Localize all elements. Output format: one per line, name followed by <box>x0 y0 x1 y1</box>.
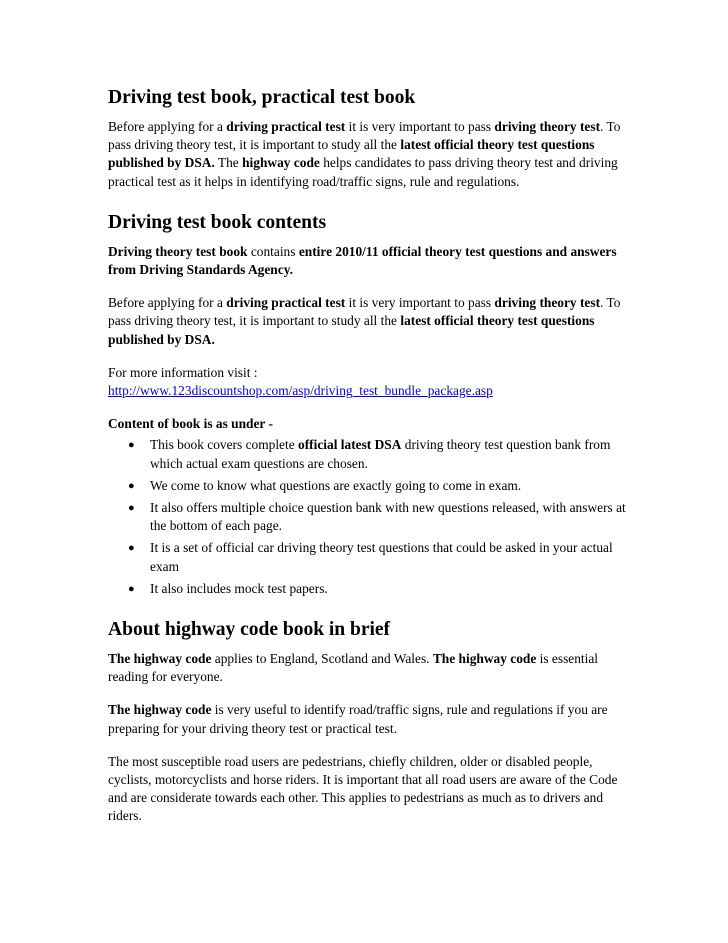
highway-code-paragraph-3: The most susceptible road users are pedestrians, chiefly children, older or disabled people, cyclists, motorcyclists and horse riders. It is important that all road users are aware of the Code and are considerate towards each other. This applies to pedestrians as much as to drivers and riders. <box>108 753 618 824</box>
list-item <box>128 477 628 495</box>
list-item-text: It is a set of official car driving theory test questions that could be asked in your actual exam <box>150 540 613 574</box>
list-item <box>128 580 628 598</box>
section-heading-practical-test-book: Driving test book, practical test book <box>108 87 416 108</box>
highway-code-paragraph-2: The highway code is very useful to identify road/traffic signs, rule and regulations if you are preparing for your driving theory test or practical test. <box>108 702 608 736</box>
list-item-text: It also offers multiple choice question bank with new questions released, with answers at the bottom of each page. <box>150 500 626 534</box>
practical-test-paragraph: Before applying for a driving practical test it is very important to pass driving theory test. To pass driving theory test, it is important to study all the latest official theory test questions published by DSA. <box>108 295 621 347</box>
bullet-icon: ● <box>128 439 135 452</box>
bundle-package-link[interactable]: http://www.123discountshop.com/asp/driving_test_bundle_package.asp <box>108 383 493 399</box>
more-info-block <box>108 364 628 400</box>
intro-paragraph: Before applying for a driving practical test it is very important to pass driving theory test. To pass driving theory test, it is important to study all the latest official theory test questions published by DSA. The highway code helps candidates to pass driving theory test and driving practical test as it helps in identifying road/traffic signs, rule and regulations. <box>108 119 621 189</box>
list-item <box>128 436 628 472</box>
document-body <box>108 86 628 841</box>
contents-paragraph: Driving theory test book contains entire 2010/11 official theory test questions and answers from Driving Standards Agency. <box>108 243 617 278</box>
bullet-icon: ● <box>128 502 135 515</box>
list-item-text: We come to know what questions are exactly going to come in exam. <box>150 477 522 493</box>
book-contents-list <box>108 436 628 598</box>
section-heading-book-contents: Driving test book contents <box>108 211 327 233</box>
highway-code-paragraph-1: The highway code applies to England, Scotland and Wales. The highway code is essential reading for everyone. <box>108 651 599 685</box>
list-item-text: It also includes mock test papers. <box>150 580 328 596</box>
bullet-icon: ● <box>128 479 135 492</box>
bullet-icon: ● <box>128 582 135 595</box>
section-heading-highway-code: About highway code book in brief <box>108 619 391 641</box>
list-item-text: This book covers complete official latest DSA driving theory test question bank from which actual exam questions are chosen. <box>150 437 611 471</box>
list-item <box>128 499 628 535</box>
more-info-label: For more information visit : <box>108 364 258 380</box>
bullet-icon: ● <box>128 542 135 555</box>
list-item <box>128 539 628 575</box>
list-title: Content of book is as under - <box>108 416 273 432</box>
